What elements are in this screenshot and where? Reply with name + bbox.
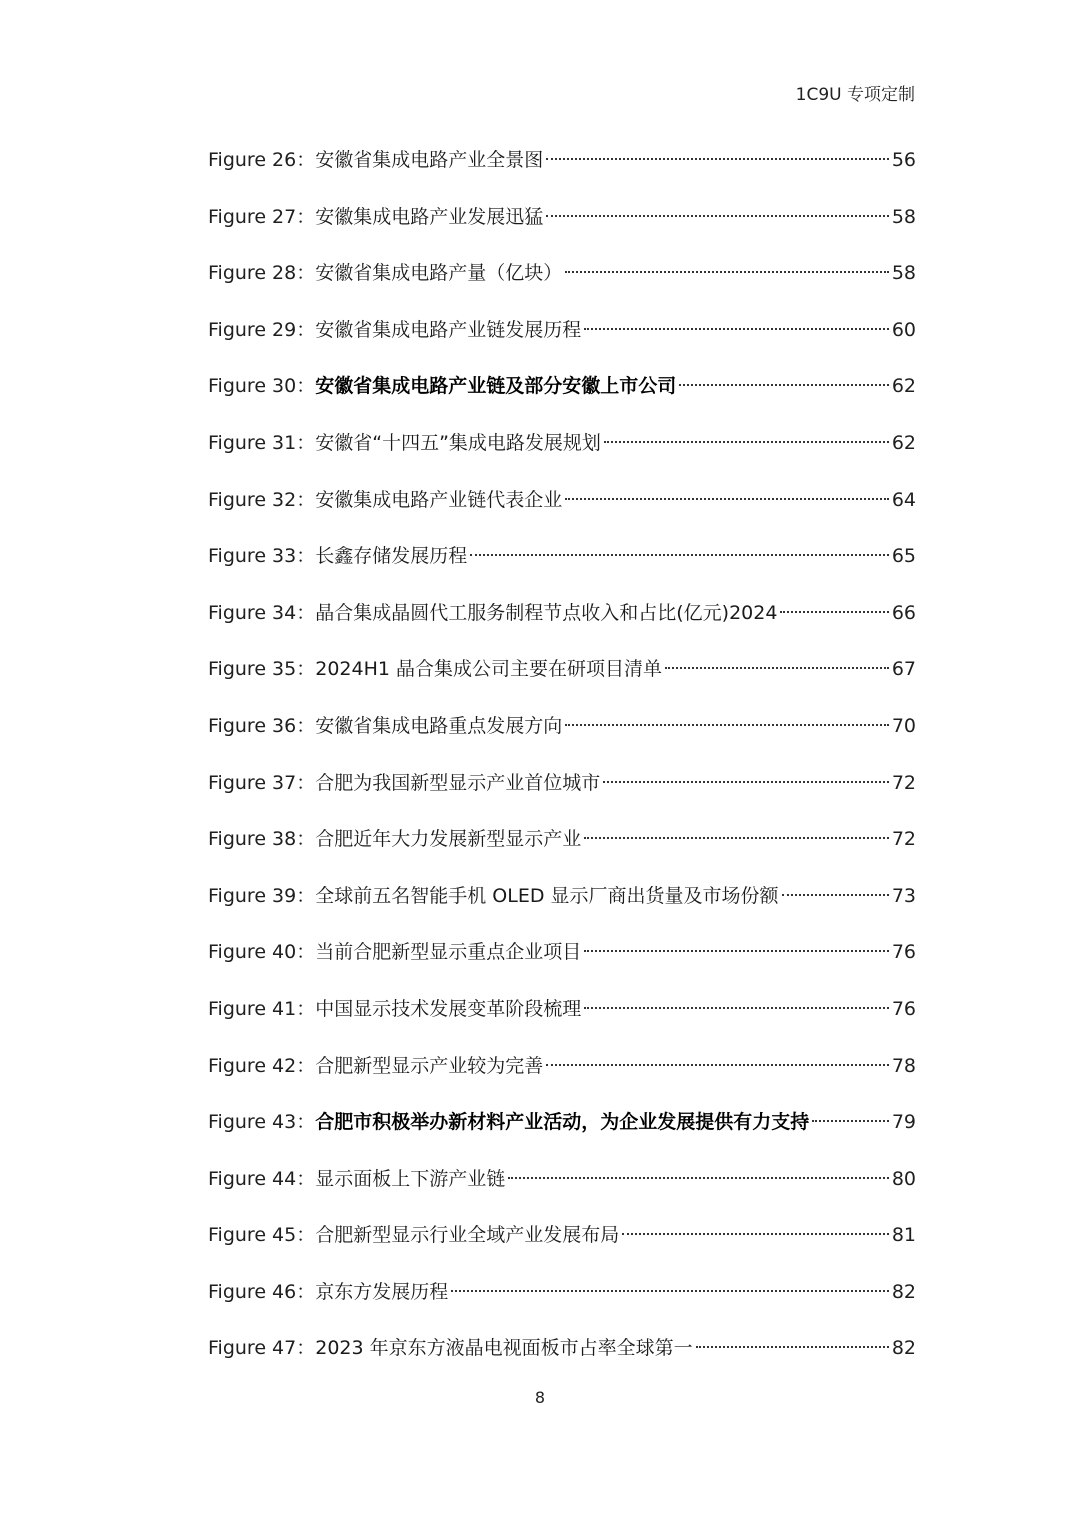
label-separator: ：: [296, 1224, 316, 1247]
toc-entry[interactable]: [208, 143, 916, 200]
dot-leader: [565, 271, 889, 273]
figure-page-number: 58: [891, 262, 916, 285]
label-separator: ：: [296, 431, 316, 454]
figure-label: Figure 30: [208, 375, 297, 398]
figure-label: Figure 38: [208, 828, 297, 851]
toc-entry[interactable]: [208, 1331, 916, 1388]
figure-title: 显示面板上下游产业链: [315, 1167, 506, 1190]
label-separator: ：: [296, 884, 316, 907]
figure-page-number: 62: [891, 375, 916, 398]
label-separator: ：: [296, 1111, 316, 1134]
figure-page-number: 78: [891, 1054, 916, 1077]
figure-title: 中国显示技术发展变革阶段梳理: [315, 997, 582, 1020]
figure-page-number: 80: [891, 1167, 916, 1190]
figure-title: 合肥新型显示行业全域产业发展布局: [315, 1224, 620, 1247]
figure-label: Figure 27: [208, 205, 297, 228]
figure-label: Figure 28: [208, 262, 297, 285]
figure-page-number: 76: [891, 941, 916, 964]
dot-leader: [679, 384, 889, 386]
figure-page-number: 58: [891, 205, 916, 228]
figure-page-number: 73: [891, 884, 916, 907]
toc-entry[interactable]: [208, 1049, 916, 1106]
figure-page-number: 66: [891, 601, 916, 624]
label-separator: ：: [296, 488, 316, 511]
dot-leader: [584, 328, 889, 330]
label-separator: ：: [296, 941, 316, 964]
figure-title: 合肥市积极举办新材料产业活动，为企业发展提供有力支持: [315, 1111, 810, 1134]
figure-label: Figure 36: [208, 714, 297, 737]
dot-leader: [546, 215, 889, 217]
figure-label: Figure 39: [208, 884, 297, 907]
toc-entry[interactable]: [208, 1162, 916, 1219]
figure-label: Figure 29: [208, 318, 297, 341]
label-separator: ：: [296, 601, 316, 624]
figure-title: 安徽集成电路产业发展迅猛: [315, 205, 544, 228]
figure-label: Figure 47: [208, 1337, 297, 1360]
figure-label: Figure 41: [208, 997, 297, 1020]
label-separator: ：: [296, 1280, 316, 1303]
figure-title: 安徽省集成电路产量（亿块）: [315, 262, 563, 285]
toc-entry[interactable]: [208, 992, 916, 1049]
figure-label: Figure 34: [208, 601, 297, 624]
figure-page-number: 81: [891, 1224, 916, 1247]
figure-label: Figure 37: [208, 771, 297, 794]
dot-leader: [584, 1007, 889, 1009]
page-number: 8: [534, 1388, 546, 1407]
figure-title: 安徽省集成电路产业链及部分安徽上市公司: [315, 375, 677, 398]
figure-title: 合肥为我国新型显示产业首位城市: [315, 771, 601, 794]
toc-entry[interactable]: [208, 1218, 916, 1275]
dot-leader: [546, 158, 889, 160]
dot-leader: [622, 1233, 889, 1235]
figure-label: Figure 42: [208, 1054, 297, 1077]
dot-leader: [603, 781, 889, 783]
label-separator: ：: [296, 658, 316, 681]
page-header: 1C9U 专项定制: [795, 85, 915, 105]
figure-title: 长鑫存储发展历程: [315, 545, 468, 568]
toc-entry[interactable]: [208, 369, 916, 426]
dot-leader: [584, 950, 889, 952]
figure-label: Figure 35: [208, 658, 297, 681]
figure-page-number: 76: [891, 997, 916, 1020]
figure-page-number: 82: [891, 1337, 916, 1360]
figure-label: Figure 45: [208, 1224, 297, 1247]
figure-page-number: 56: [891, 149, 916, 171]
figure-title: 合肥近年大力发展新型显示产业: [315, 828, 582, 851]
toc-entry[interactable]: [208, 483, 916, 540]
figure-label: Figure 44: [208, 1167, 297, 1190]
figure-title: 安徽省集成电路产业链发展历程: [315, 318, 582, 341]
table-of-figures: [208, 143, 916, 1388]
dot-leader: [665, 667, 889, 669]
figure-page-number: 72: [891, 828, 916, 851]
toc-entry[interactable]: [208, 879, 916, 936]
dot-leader: [565, 724, 889, 726]
toc-entry[interactable]: [208, 766, 916, 823]
label-separator: ：: [296, 149, 316, 171]
toc-entry[interactable]: [208, 596, 916, 653]
figure-title: 安徽省集成电路产业全景图: [315, 149, 544, 171]
label-separator: ：: [296, 318, 316, 341]
figure-title: 安徽省“十四五”集成电路发展规划: [315, 431, 601, 454]
label-separator: ：: [296, 545, 316, 568]
figure-label: Figure 31: [208, 431, 297, 454]
dot-leader: [546, 1064, 889, 1066]
toc-entry[interactable]: [208, 539, 916, 596]
label-separator: ：: [296, 205, 316, 228]
figure-label: Figure 32: [208, 488, 297, 511]
figure-page-number: 72: [891, 771, 916, 794]
figure-page-number: 67: [891, 658, 916, 681]
figure-label: Figure 40: [208, 941, 297, 964]
dot-leader: [780, 611, 888, 613]
toc-entry[interactable]: [208, 652, 916, 709]
dot-leader: [584, 837, 889, 839]
toc-entry[interactable]: [208, 426, 916, 483]
dot-leader: [782, 894, 889, 896]
figure-label: Figure 33: [208, 545, 297, 568]
label-separator: ：: [296, 1337, 316, 1360]
dot-leader: [696, 1346, 889, 1348]
figure-title: 合肥新型显示产业较为完善: [315, 1054, 544, 1077]
dot-leader: [508, 1177, 889, 1179]
toc-entry[interactable]: [208, 822, 916, 879]
figure-title: 2024H1 晶合集成公司主要在研项目清单: [315, 658, 663, 681]
figure-page-number: 62: [891, 431, 916, 454]
label-separator: ：: [296, 997, 316, 1020]
figure-title: 全球前五名智能手机 OLED 显示厂商出货量及市场份额: [315, 884, 779, 907]
figure-page-number: 65: [891, 545, 916, 568]
toc-entry[interactable]: [208, 313, 916, 370]
figure-label: Figure 43: [208, 1111, 297, 1134]
label-separator: ：: [296, 1167, 316, 1190]
dot-leader: [604, 441, 889, 443]
figure-page-number: 64: [891, 488, 916, 511]
dot-leader: [451, 1290, 889, 1292]
figure-title: 安徽省集成电路重点发展方向: [315, 714, 563, 737]
figure-title: 当前合肥新型显示重点企业项目: [315, 941, 582, 964]
label-separator: ：: [296, 714, 316, 737]
dot-leader: [565, 498, 889, 500]
label-separator: ：: [296, 375, 316, 398]
figure-page-number: 82: [891, 1280, 916, 1303]
figure-label: Figure 26: [208, 149, 297, 171]
toc-entry[interactable]: [208, 200, 916, 257]
toc-entry[interactable]: [208, 935, 916, 992]
toc-entry[interactable]: [208, 709, 916, 766]
toc-entry[interactable]: [208, 1105, 916, 1162]
figure-title: 安徽集成电路产业链代表企业: [315, 488, 563, 511]
toc-entry[interactable]: [208, 1275, 916, 1332]
dot-leader: [812, 1120, 889, 1122]
figure-page-number: 79: [891, 1111, 916, 1134]
figure-label: Figure 46: [208, 1280, 297, 1303]
figure-page-number: 70: [891, 714, 916, 737]
label-separator: ：: [296, 1054, 316, 1077]
label-separator: ：: [296, 828, 316, 851]
figure-page-number: 60: [891, 318, 916, 341]
figure-title: 2023 年京东方液晶电视面板市占率全球第一: [315, 1337, 693, 1360]
toc-entry[interactable]: [208, 256, 916, 313]
figure-title: 京东方发展历程: [315, 1280, 449, 1303]
label-separator: ：: [296, 771, 316, 794]
dot-leader: [470, 554, 889, 556]
figure-title: 晶合集成晶圆代工服务制程节点收入和占比(亿元)2024: [315, 601, 778, 624]
label-separator: ：: [296, 262, 316, 285]
